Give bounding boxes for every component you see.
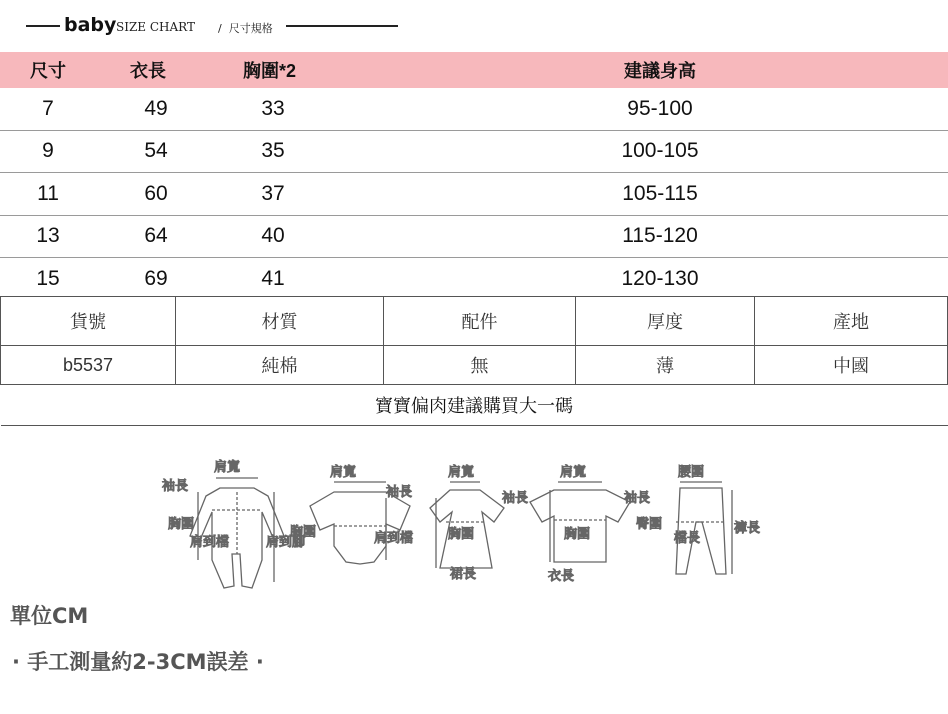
table-row — [0, 173, 948, 216]
value-item-no: b5537 — [1, 346, 176, 385]
dress-label-shoulder: 肩寬 — [448, 465, 475, 480]
pants-label-hip: 臀圍 — [636, 517, 663, 532]
chest-value: 33 — [261, 96, 285, 120]
top-diagram — [530, 465, 650, 584]
table-row — [0, 131, 948, 174]
label-accessory: 配件 — [384, 297, 576, 346]
chest-value: 35 — [261, 139, 285, 163]
romper-label-shoulder-crotch: 肩到檔 — [190, 535, 230, 550]
bodysuit-label-shoulder: 肩寬 — [330, 465, 357, 480]
header-line-right — [286, 25, 398, 27]
size-value: 13 — [36, 224, 60, 248]
dress-diagram — [430, 465, 528, 582]
size-value: 7 — [42, 96, 54, 120]
chest-value: 41 — [261, 266, 285, 290]
chart-header — [0, 0, 948, 50]
info-note-row — [1, 385, 948, 426]
measurement-diagrams — [150, 450, 790, 600]
top-label-sleeve: 袖長 — [624, 491, 651, 506]
top-label-shoulder: 肩寬 — [560, 465, 587, 480]
measurement-error-note: · 手工測量約2-3CM誤差 · — [12, 650, 264, 674]
length-value: 60 — [144, 181, 168, 205]
col-length: 衣長 — [130, 61, 166, 81]
value-thickness: 薄 — [576, 346, 755, 385]
col-chest: 胸圍*2 — [243, 61, 297, 81]
label-item-no: 貨號 — [1, 297, 176, 346]
chest-value: 37 — [261, 181, 285, 205]
header-subtitle-cn: / 尺寸規格 — [218, 22, 273, 35]
value-material: 純棉 — [176, 346, 384, 385]
label-material: 材質 — [176, 297, 384, 346]
top-label-chest: 胸圍 — [564, 527, 591, 542]
romper-label-chest: 胸圍 — [168, 517, 195, 532]
pants-diagram — [636, 465, 760, 574]
dress-label-skirt: 裙長 — [450, 567, 477, 582]
height-value: 95-100 — [627, 96, 693, 120]
table-row — [0, 88, 948, 131]
value-origin: 中國 — [755, 346, 948, 385]
size-table — [0, 52, 948, 300]
chest-value: 40 — [261, 224, 285, 248]
size-advice-note: 寶寶偏肉建議購買大一碼 — [1, 385, 948, 426]
col-size: 尺寸 — [30, 61, 66, 81]
height-value: 120-130 — [621, 266, 699, 290]
table-row — [0, 258, 948, 300]
info-value-row — [1, 346, 948, 385]
size-value: 11 — [37, 181, 59, 205]
label-origin: 產地 — [755, 297, 948, 346]
info-label-row — [1, 297, 948, 346]
bodysuit-diagram — [290, 465, 413, 564]
height-value: 105-115 — [622, 181, 698, 205]
size-value: 15 — [36, 266, 60, 290]
romper-label-sleeve: 袖長 — [162, 479, 189, 494]
pants-label-length: 褲長 — [734, 521, 761, 536]
unit-label: 單位CM — [10, 604, 89, 628]
col-height: 建議身高 — [624, 61, 696, 81]
bodysuit-label-chest: 胸圍 — [290, 525, 317, 540]
size-value: 9 — [42, 139, 54, 163]
size-table-header — [0, 52, 948, 88]
length-value: 64 — [144, 224, 168, 248]
romper-label-shoulder: 肩寬 — [214, 460, 241, 475]
brand-text: baby — [64, 14, 117, 36]
pants-label-waist: 腰圍 — [678, 465, 705, 480]
header-subtitle: SIZE CHART — [116, 20, 196, 34]
dress-label-sleeve: 袖長 — [502, 491, 529, 506]
header-line-left — [26, 25, 60, 27]
value-accessory: 無 — [384, 346, 576, 385]
bodysuit-label-shoulder-crotch: 肩到檔 — [374, 531, 414, 546]
table-row — [0, 216, 948, 259]
height-value: 115-120 — [622, 224, 698, 248]
product-info-table — [0, 296, 948, 426]
height-value: 100-105 — [621, 139, 699, 163]
length-value: 69 — [144, 266, 168, 290]
bodysuit-label-sleeve: 袖長 — [386, 485, 413, 500]
pants-label-crotch: 檔長 — [674, 531, 701, 546]
length-value: 54 — [144, 139, 168, 163]
label-thickness: 厚度 — [576, 297, 755, 346]
romper-label-shoulder-foot: 肩到腳 — [266, 535, 306, 550]
romper-diagram — [162, 460, 305, 588]
top-label-length: 衣長 — [548, 569, 575, 584]
dress-label-chest: 胸圍 — [448, 527, 475, 542]
length-value: 49 — [144, 96, 168, 120]
